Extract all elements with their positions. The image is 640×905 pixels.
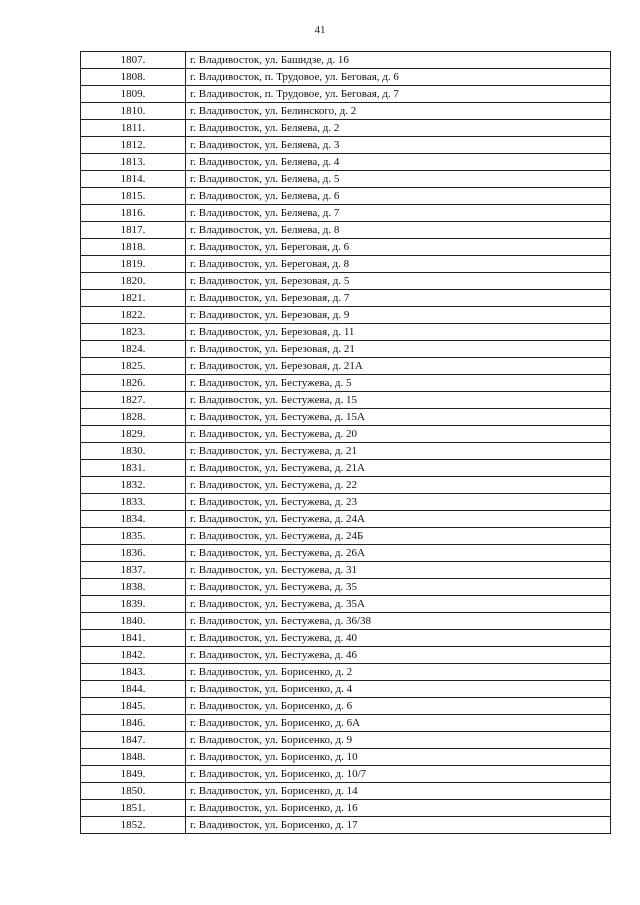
row-address: г. Владивосток, ул. Беляева, д. 4 <box>186 154 611 171</box>
row-address: г. Владивосток, ул. Бестужева, д. 31 <box>186 562 611 579</box>
row-number: 1818. <box>81 239 186 256</box>
row-address: г. Владивосток, ул. Беляева, д. 7 <box>186 205 611 222</box>
row-number: 1836. <box>81 545 186 562</box>
table-row <box>81 545 611 562</box>
row-number: 1830. <box>81 443 186 460</box>
table-row <box>81 358 611 375</box>
row-address: г. Владивосток, ул. Бестужева, д. 35А <box>186 596 611 613</box>
row-number: 1807. <box>81 52 186 69</box>
table-row <box>81 154 611 171</box>
row-address: г. Владивосток, ул. Беляева, д. 8 <box>186 222 611 239</box>
row-number: 1810. <box>81 103 186 120</box>
row-address: г. Владивосток, ул. Борисенко, д. 14 <box>186 783 611 800</box>
row-number: 1825. <box>81 358 186 375</box>
row-number: 1840. <box>81 613 186 630</box>
row-number: 1848. <box>81 749 186 766</box>
row-number: 1809. <box>81 86 186 103</box>
row-address: г. Владивосток, ул. Беляева, д. 5 <box>186 171 611 188</box>
row-number: 1816. <box>81 205 186 222</box>
row-number: 1839. <box>81 596 186 613</box>
table-row <box>81 256 611 273</box>
row-address: г. Владивосток, ул. Березовая, д. 7 <box>186 290 611 307</box>
table-row <box>81 562 611 579</box>
row-number: 1843. <box>81 664 186 681</box>
table-row <box>81 613 611 630</box>
table-row <box>81 630 611 647</box>
row-address: г. Владивосток, ул. Бестужева, д. 23 <box>186 494 611 511</box>
table-row <box>81 52 611 69</box>
row-number: 1822. <box>81 307 186 324</box>
table-row <box>81 579 611 596</box>
row-number: 1826. <box>81 375 186 392</box>
row-number: 1852. <box>81 817 186 834</box>
address-table <box>80 51 611 834</box>
page-number: 41 <box>314 24 326 36</box>
row-address: г. Владивосток, ул. Бестужева, д. 24Б <box>186 528 611 545</box>
row-number: 1831. <box>81 460 186 477</box>
table-row <box>81 426 611 443</box>
row-address: г. Владивосток, ул. Беляева, д. 2 <box>186 120 611 137</box>
table-row <box>81 460 611 477</box>
row-number: 1845. <box>81 698 186 715</box>
table-row <box>81 596 611 613</box>
table-row <box>81 324 611 341</box>
table-row <box>81 749 611 766</box>
row-address: г. Владивосток, ул. Бестужева, д. 36/38 <box>186 613 611 630</box>
table-row <box>81 443 611 460</box>
table-row <box>81 783 611 800</box>
table-row <box>81 120 611 137</box>
row-number: 1851. <box>81 800 186 817</box>
row-number: 1838. <box>81 579 186 596</box>
row-address: г. Владивосток, ул. Беляева, д. 6 <box>186 188 611 205</box>
row-number: 1835. <box>81 528 186 545</box>
table-row <box>81 103 611 120</box>
row-number: 1820. <box>81 273 186 290</box>
row-address: г. Владивосток, п. Трудовое, ул. Беговая, д. 6 <box>186 69 611 86</box>
row-number: 1821. <box>81 290 186 307</box>
table-row <box>81 715 611 732</box>
row-number: 1814. <box>81 171 186 188</box>
row-address: г. Владивосток, ул. Башидзе, д. 16 <box>186 52 611 69</box>
row-address: г. Владивосток, ул. Бестужева, д. 24А <box>186 511 611 528</box>
row-address: г. Владивосток, ул. Бестужева, д. 22 <box>186 477 611 494</box>
row-number: 1832. <box>81 477 186 494</box>
table-row <box>81 273 611 290</box>
row-address: г. Владивосток, ул. Береговая, д. 6 <box>186 239 611 256</box>
row-address: г. Владивосток, ул. Березовая, д. 11 <box>186 324 611 341</box>
table-row <box>81 817 611 834</box>
table-row <box>81 222 611 239</box>
table-row <box>81 800 611 817</box>
row-address: г. Владивосток, ул. Березовая, д. 21 <box>186 341 611 358</box>
address-table-body <box>81 52 611 834</box>
table-row <box>81 69 611 86</box>
row-address: г. Владивосток, ул. Борисенко, д. 16 <box>186 800 611 817</box>
table-row <box>81 494 611 511</box>
table-row <box>81 290 611 307</box>
row-address: г. Владивосток, ул. Бестужева, д. 46 <box>186 647 611 664</box>
row-number: 1811. <box>81 120 186 137</box>
row-number: 1823. <box>81 324 186 341</box>
table-row <box>81 511 611 528</box>
row-address: г. Владивосток, п. Трудовое, ул. Беговая, д. 7 <box>186 86 611 103</box>
row-address: г. Владивосток, ул. Борисенко, д. 6 <box>186 698 611 715</box>
row-number: 1829. <box>81 426 186 443</box>
row-address: г. Владивосток, ул. Березовая, д. 21А <box>186 358 611 375</box>
row-address: г. Владивосток, ул. Борисенко, д. 2 <box>186 664 611 681</box>
row-address: г. Владивосток, ул. Борисенко, д. 6А <box>186 715 611 732</box>
row-number: 1834. <box>81 511 186 528</box>
row-number: 1808. <box>81 69 186 86</box>
table-row <box>81 188 611 205</box>
table-row <box>81 375 611 392</box>
row-number: 1850. <box>81 783 186 800</box>
row-number: 1847. <box>81 732 186 749</box>
table-row <box>81 205 611 222</box>
row-address: г. Владивосток, ул. Беляева, д. 3 <box>186 137 611 154</box>
row-address: г. Владивосток, ул. Береговая, д. 8 <box>186 256 611 273</box>
table-row <box>81 239 611 256</box>
table-row <box>81 392 611 409</box>
table-row <box>81 341 611 358</box>
table-row <box>81 409 611 426</box>
table-row <box>81 477 611 494</box>
row-address: г. Владивосток, ул. Бестужева, д. 21А <box>186 460 611 477</box>
table-row <box>81 681 611 698</box>
table-row <box>81 698 611 715</box>
row-address: г. Владивосток, ул. Белинского, д. 2 <box>186 103 611 120</box>
row-address: г. Владивосток, ул. Березовая, д. 9 <box>186 307 611 324</box>
row-number: 1842. <box>81 647 186 664</box>
row-address: г. Владивосток, ул. Борисенко, д. 10 <box>186 749 611 766</box>
row-address: г. Владивосток, ул. Бестужева, д. 5 <box>186 375 611 392</box>
row-address: г. Владивосток, ул. Бестужева, д. 15А <box>186 409 611 426</box>
row-address: г. Владивосток, ул. Бестужева, д. 20 <box>186 426 611 443</box>
row-number: 1837. <box>81 562 186 579</box>
row-number: 1813. <box>81 154 186 171</box>
row-address: г. Владивосток, ул. Бестужева, д. 26А <box>186 545 611 562</box>
table-row <box>81 86 611 103</box>
row-number: 1846. <box>81 715 186 732</box>
row-address: г. Владивосток, ул. Бестужева, д. 21 <box>186 443 611 460</box>
row-address: г. Владивосток, ул. Борисенко, д. 9 <box>186 732 611 749</box>
row-address: г. Владивосток, ул. Бестужева, д. 40 <box>186 630 611 647</box>
row-number: 1819. <box>81 256 186 273</box>
table-row <box>81 647 611 664</box>
row-address: г. Владивосток, ул. Борисенко, д. 10/7 <box>186 766 611 783</box>
row-address: г. Владивосток, ул. Бестужева, д. 35 <box>186 579 611 596</box>
table-row <box>81 137 611 154</box>
row-number: 1833. <box>81 494 186 511</box>
row-number: 1844. <box>81 681 186 698</box>
row-address: г. Владивосток, ул. Борисенко, д. 4 <box>186 681 611 698</box>
table-row <box>81 732 611 749</box>
row-address: г. Владивосток, ул. Борисенко, д. 17 <box>186 817 611 834</box>
row-number: 1828. <box>81 409 186 426</box>
row-address: г. Владивосток, ул. Бестужева, д. 15 <box>186 392 611 409</box>
table-row <box>81 766 611 783</box>
row-number: 1812. <box>81 137 186 154</box>
table-row <box>81 664 611 681</box>
row-address: г. Владивосток, ул. Березовая, д. 5 <box>186 273 611 290</box>
row-number: 1817. <box>81 222 186 239</box>
table-row <box>81 171 611 188</box>
table-row <box>81 307 611 324</box>
table-row <box>81 528 611 545</box>
row-number: 1815. <box>81 188 186 205</box>
row-number: 1841. <box>81 630 186 647</box>
row-number: 1849. <box>81 766 186 783</box>
row-number: 1827. <box>81 392 186 409</box>
row-number: 1824. <box>81 341 186 358</box>
